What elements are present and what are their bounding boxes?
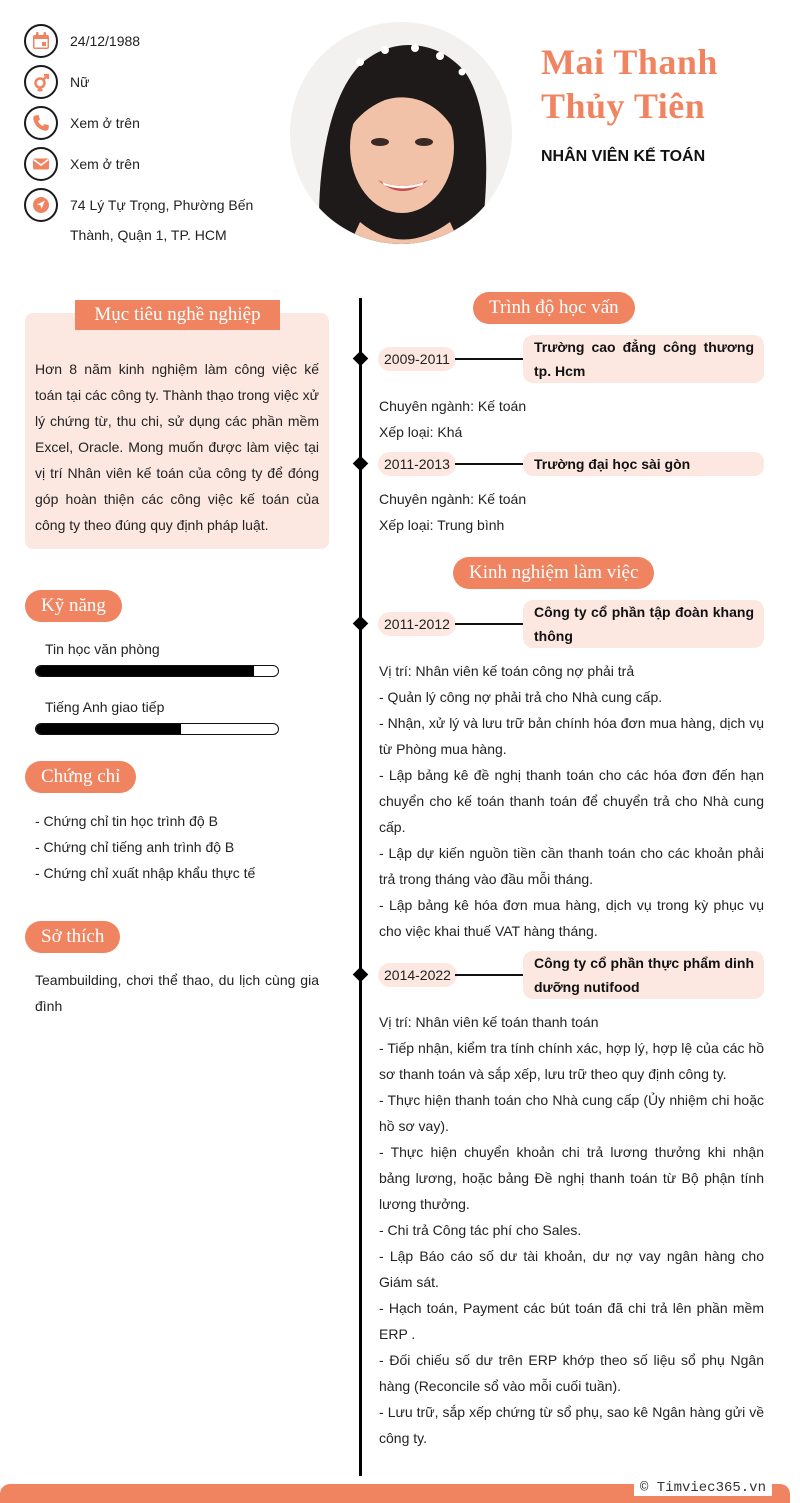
gender-value: Nữ [70,74,90,90]
birthday-value: 24/12/1988 [70,33,141,49]
certificate-item: - Chứng chỉ tin học trình độ B [35,813,218,829]
experience-duty: - Đối chiếu số dư trên ERP khớp theo số liệu sổ phụ Ngân hàng (Reconcile sổ vào mỗi cuối tuần). [379,1352,764,1394]
education-rank: Xếp loại: Trung bình [379,517,505,533]
skill-name: Tin học văn phòng [45,641,160,657]
hobbies-heading: Sở thích [25,921,120,953]
certificate-item: - Chứng chỉ xuất nhập khẩu thực tế [35,865,256,881]
experience-duty: - Thực hiện chuyển khoản chi trả lương thưởng khi nhận bảng lương, hoặc bảng Đề nghị thanh toán từ Bộ phận tính lương thưởng. [379,1144,764,1212]
experience-duty: - Lập bảng kê hóa đơn mua hàng, dịch vụ trong kỳ phục vụ cho việc khai thuế VAT hàng tháng. [379,897,764,939]
education-period: 2009-2011 [378,347,456,371]
contact-birthday [24,24,260,58]
education-heading: Trình độ học vấn [473,292,635,324]
education-school: Trường cao đẳng công thương tp. Hcm [523,335,764,383]
experience-details [379,1009,764,1451]
education-major: Chuyên ngành: Kế toán [379,398,527,414]
certificates-heading: Chứng chỉ [25,761,136,793]
experience-duty: - Lập bảng kê đề nghị thanh toán cho các hóa đơn đến hạn chuyển cho kế toán thanh toán để chuyển trả cho Nhà cung cấp. [379,767,764,835]
phone-value: Xem ở trên [70,115,140,131]
timeline-line [359,298,362,1476]
skill-bar [35,723,279,735]
experience-duty: - Hạch toán, Payment các bút toán đã chi trả lên phần mềm ERP . [379,1300,764,1342]
experience-details [379,658,764,944]
skill-bar-fill [36,724,181,734]
education-period: 2011-2013 [378,452,456,476]
contact-email [24,147,260,181]
certificates-list [35,808,255,886]
skill-bar [35,665,279,677]
address-value: 74 Lý Tự Trọng, Phường Bến Thành, Quận 1, TP. HCM [70,197,254,243]
job-title: NHÂN VIÊN KẾ TOÁN [541,148,706,165]
calendar-icon [24,24,58,58]
mail-icon [24,147,58,181]
timeline-dot [353,351,369,367]
contact-gender [24,65,260,99]
skill-bar-fill [36,666,254,676]
experience-duty: - Lập dự kiến nguồn tiền cần thanh toán cho các khoản phải trả trong tháng vào đầu mỗi tháng. [379,845,764,887]
candidate-name: Mai Thanh Thủy Tiên [541,42,718,126]
experience-duty: - Chi trả Công tác phí cho Sales. [379,1222,582,1238]
timeline-connector [455,463,525,465]
skill-item [35,697,279,735]
objective-heading: Mục tiêu nghề nghiệp [75,300,280,330]
contact-address [24,188,260,250]
objective-text: Hơn 8 năm kinh nghiệm làm công việc kế toán tại các công ty. Thành thạo trong việc xử lý chứng từ, thu chi, sử dụng các phần mềm Excel, Oracle. Mong muốn được làm việc tại vị trí Nhân viên kế toán của công ty để đóng góp hoàn thiện các công việc kế toán của công ty theo đúng quy định pháp luật. [35,361,319,533]
education-major: Chuyên ngành: Kế toán [379,491,527,507]
timeline-connector [455,974,525,976]
experience-duty: - Nhận, xử lý và lưu trữ bản chính hóa đơn mua hàng, dịch vụ từ Phòng mua hàng. [379,715,764,757]
experience-duty: - Quản lý công nợ phải trả cho Nhà cung cấp. [379,689,663,705]
gender-icon [24,65,58,99]
contact-phone [24,106,260,140]
education-details [379,486,764,538]
avatar [290,22,512,244]
education-details [379,393,764,445]
email-value: Xem ở trên [70,156,140,172]
timeline-dot [353,456,369,472]
experience-position: Vị trí: Nhân viên kế toán thanh toán [379,1014,599,1030]
skill-item [35,639,279,677]
timeline-dot [353,616,369,632]
location-icon [24,188,58,222]
timeline-connector [455,623,525,625]
education-rank: Xếp loại: Khá [379,424,463,440]
experience-period: 2014-2022 [378,963,457,987]
experience-duty: - Tiếp nhận, kiểm tra tính chính xác, hợp lý, hợp lệ của các hồ sơ thanh toán và sắp xếp, lưu trữ theo quy định công ty. [379,1040,764,1082]
experience-heading: Kinh nghiệm làm việc [453,557,654,589]
experience-duty: - Lưu trữ, sắp xếp chứng từ sổ phụ, sao kê Ngân hàng gửi về công ty. [379,1404,764,1446]
experience-duty: - Thực hiện thanh toán cho Nhà cung cấp (Ủy nhiệm chi hoặc hồ sơ vay). [379,1092,764,1134]
hobbies-text: Teambuilding, chơi thể thao, du lịch cùng gia đình [35,972,319,1014]
certificate-item: - Chứng chỉ tiếng anh trình độ B [35,839,235,855]
skill-name: Tiếng Anh giao tiếp [45,699,165,715]
timeline-connector [455,358,525,360]
experience-position: Vị trí: Nhân viên kế toán công nợ phải trả [379,663,635,679]
experience-duty: - Lập Báo cáo số dư tài khoản, dư nợ vay ngân hàng cho Giám sát. [379,1248,764,1290]
phone-icon [24,106,58,140]
experience-company: Công ty cổ phần thực phẩm dinh dưỡng nutifood [523,951,764,999]
timeline-dot [353,967,369,983]
copyright: © Timviec365.vn [634,1480,772,1496]
skills-heading: Kỹ năng [25,590,122,622]
education-school: Trường đại học sài gòn [523,452,764,476]
experience-company: Công ty cổ phần tập đoàn khang thông [523,600,764,648]
experience-period: 2011-2012 [378,612,456,636]
